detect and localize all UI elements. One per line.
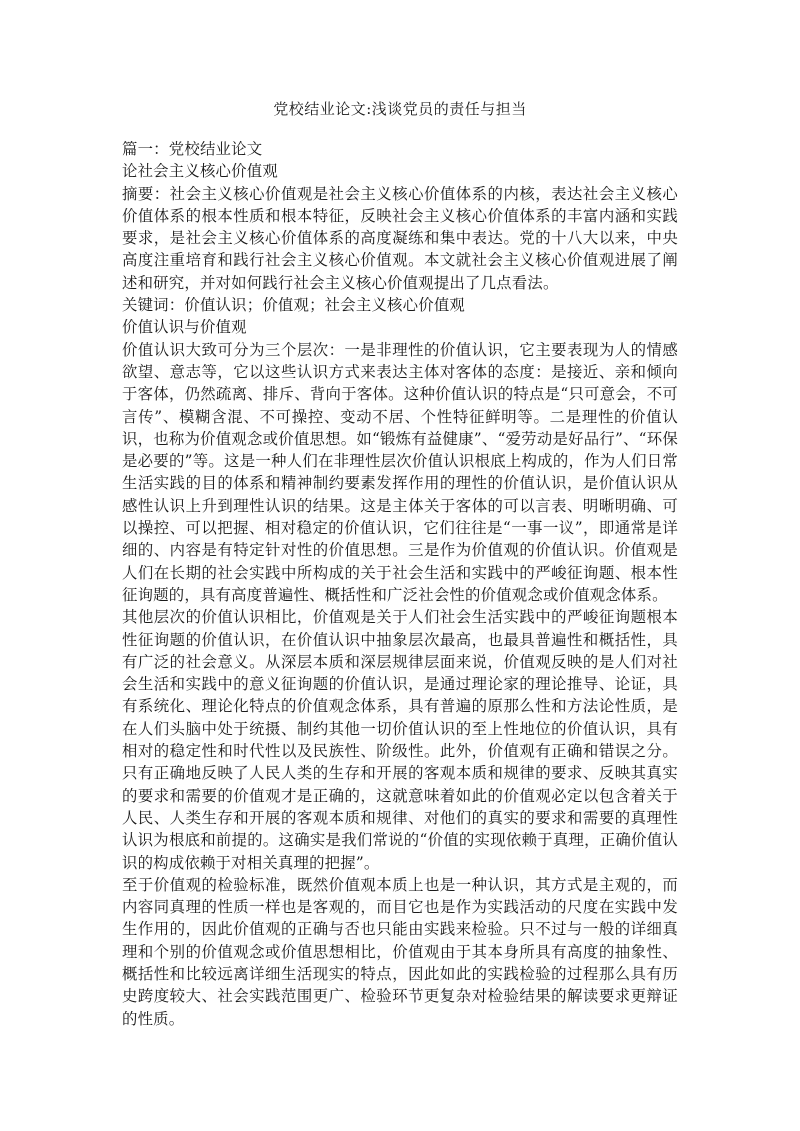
essay-subtitle: 论社会主义核心价值观 [122,162,278,181]
body-paragraph-2: 其他层次的价值认识相比，价值观是关于人们社会生活实践中的严峻征询题根本性征询题的价值认识，在价值认识中抽象层次最高，也最具普遍性和概括性，具有广泛的社会意义。从深层本质和深层规律层面来说，价值观反映的是人们对社会生活和实践中的意义征询题的价值认识，是通过理论家的理论推导、论证，具有系统化、理论化特点的价值观念体系，具有普遍的原那么性和方法论性质，是在人们头脑中处于统摄、制约其他一切价值认识的至上性地位的价值认识，具有相对的稳定性和时代性以及民族性、阶级性。此外，价值观有正确和错误之分。只有正确地反映了人民人类的生存和开展的客观本质和规律的要求、反映其真实的要求和需要的价值观才是正确的，这就意味着如此的价值观必定以包含着关于人民、人类生存和开展的客观本质和规律、对他们的真实的要求和需要的真理性认识为根底和前提的。这确实是我们常说的“价值的实现依赖于真理，正确价值认识的构成依赖于对相关真理的把握”。 [122,608,678,872]
body-paragraph-1: 价值认识大致可分为三个层次：一是非理性的价值认识，它主要表现为人的情感欲望、意志等，它以这些认识方式来表达主体对客体的态度：是接近、亲和倾向于客体，仍然疏离、排斥、背向于客体。这种价值认识的特点是“只可意会，不可言传”、模糊含混、不可操控、变动不居、个性特征鲜明等。二是理性的价值认识，也称为价值观念或价值思想。如“锻炼有益健康”、“爱劳动是好品行”、“环保是必要的”等。这是一种人们在非理性层次价值认识根底上构成的，作为人们日常生活实践的目的体系和精神制约要素发挥作用的理性的价值认识，是价值认识从感性认识上升到理性认识的结果。这是主体关于客体的可以言表、明晰明确、可以操控、可以把握、相对稳定的价值认识，它们往往是“一事一议”，即通常是详细的、内容是有特定针对性的价值思想。三是作为价值观的价值认识。价值观是人们在长期的社会实践中所构成的关于社会生活和实践中的严峻征询题、根本性征询题的，具有高度普遍性、概括性和广泛社会性的价值观念或价值观念体系。 [122,340,678,604]
body-paragraph-3: 至于价值观的检验标准，既然价值观本质上也是一种认识，其方式是主观的，而内容同真理的性质一样也是客观的，而目它也是作为实践活动的尺度在实践中发生作用的，因此价值观的正确与否也只能由实践来检验。只不过与一般的详细真理和个别的价值观念或价值思想相比，价值观由于其本身所具有高度的抽象性、概括性和比较远离详细生活现实的特点，因此如此的实践检验的过程那么具有历史跨度较大、社会实践范围更广、检验环节更复杂对检验结果的解读要求更辩证的性质。 [122,875,678,1028]
abstract-paragraph: 摘要：社会主义核心价值观是社会主义核心价值体系的内核，表达社会主义核心价值体系的根本性质和根本特征，反映社会主义核心价值体系的丰富内涵和实践要求，是社会主义核心价值体系的高度凝练和集中表达。党的十八大以来，中央高度注重培育和践行社会主义核心价值观。本文就社会主义核心价值观进展了阐述和研究，并对如何践行社会主义核心价值观提出了几点看法。 [122,184,678,292]
section-heading: 篇一：党校结业论文 [122,140,263,158]
document-body [122,138,678,1030]
keywords-line: 关键词：价值认识；价值观；社会主义核心价值观 [122,296,465,315]
subheading: 价值认识与价值观 [122,318,247,337]
document-title: 党校结业论文:浅谈党员的责任与担当 [273,100,527,118]
